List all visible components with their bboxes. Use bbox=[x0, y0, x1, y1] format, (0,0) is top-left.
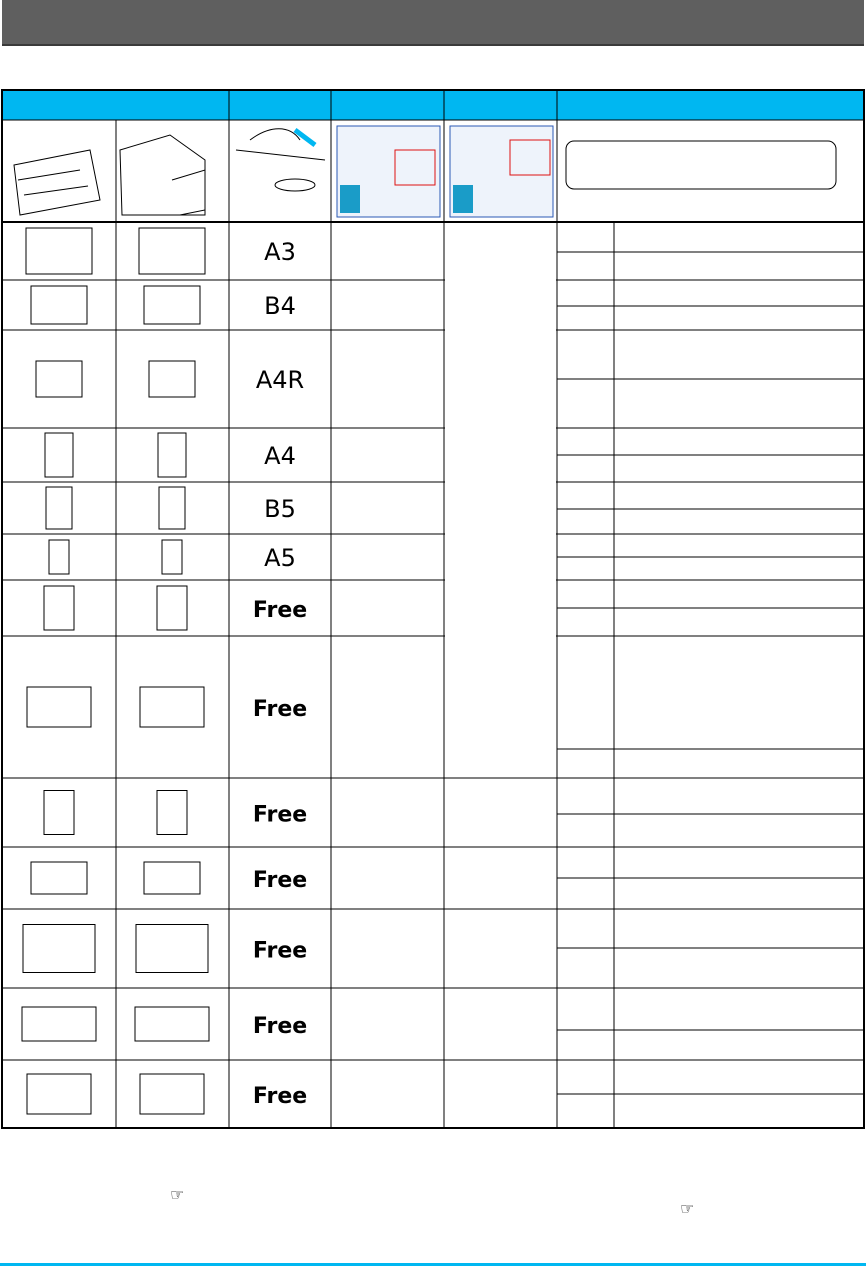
panel-key-illustration bbox=[236, 129, 325, 191]
callout-box bbox=[566, 141, 836, 189]
paper-thumbnail bbox=[26, 228, 92, 274]
paper-thumbnail bbox=[22, 1007, 96, 1041]
paper-thumbnail bbox=[144, 862, 200, 894]
paper-thumbnail bbox=[36, 361, 82, 397]
size-label: Free bbox=[252, 697, 308, 722]
paper-thumbnail bbox=[27, 687, 91, 727]
tray-illustration bbox=[14, 150, 100, 215]
rows-group bbox=[2, 223, 864, 1128]
paper-thumbnail bbox=[157, 586, 187, 630]
size-label: Free bbox=[252, 598, 308, 623]
reference-icon: ☞ bbox=[170, 1185, 185, 1204]
paper-thumbnail bbox=[44, 791, 74, 835]
paper-thumbnail bbox=[158, 433, 186, 477]
size-label: Free bbox=[252, 1084, 308, 1109]
paper-thumbnail bbox=[140, 1074, 204, 1114]
size-label: Free bbox=[252, 1014, 308, 1039]
paper-thumbnail bbox=[45, 433, 73, 477]
size-label: A4R bbox=[255, 366, 305, 394]
paper-thumbnail bbox=[44, 586, 74, 630]
table-header-band bbox=[2, 90, 864, 120]
paper-thumbnail bbox=[135, 1007, 209, 1041]
paper-thumbnail bbox=[140, 687, 204, 727]
paper-thumbnail bbox=[139, 228, 205, 274]
size-label: B5 bbox=[264, 495, 296, 523]
paper-thumbnail bbox=[159, 487, 185, 529]
table-frame bbox=[2, 90, 864, 1128]
driver-screen-illustration-1 bbox=[337, 126, 440, 217]
size-label: Free bbox=[252, 802, 308, 828]
driver-screen-illustration-2 bbox=[450, 126, 553, 217]
paper-thumbnail bbox=[27, 1074, 91, 1114]
size-label: Free bbox=[252, 868, 308, 893]
size-label: B4 bbox=[264, 292, 296, 320]
paper-thumbnail bbox=[136, 925, 208, 973]
size-label: A3 bbox=[264, 238, 296, 266]
merged-cell bbox=[445, 223, 556, 777]
size-label: A5 bbox=[264, 544, 296, 572]
footer-line bbox=[0, 1263, 866, 1266]
size-label: Free bbox=[252, 938, 308, 964]
bypass-tray-illustration bbox=[120, 135, 205, 215]
paper-thumbnail bbox=[49, 540, 69, 574]
paper-thumbnail bbox=[162, 540, 182, 574]
reference-icon: ☞ bbox=[680, 1199, 695, 1218]
size-label: A4 bbox=[264, 442, 296, 470]
paper-thumbnail bbox=[23, 925, 95, 973]
paper-thumbnail bbox=[31, 286, 87, 324]
paper-thumbnail bbox=[144, 286, 200, 324]
paper-thumbnail bbox=[149, 361, 195, 397]
paper-thumbnail bbox=[31, 862, 87, 894]
paper-thumbnail bbox=[46, 487, 72, 529]
paper-thumbnail bbox=[157, 791, 187, 835]
